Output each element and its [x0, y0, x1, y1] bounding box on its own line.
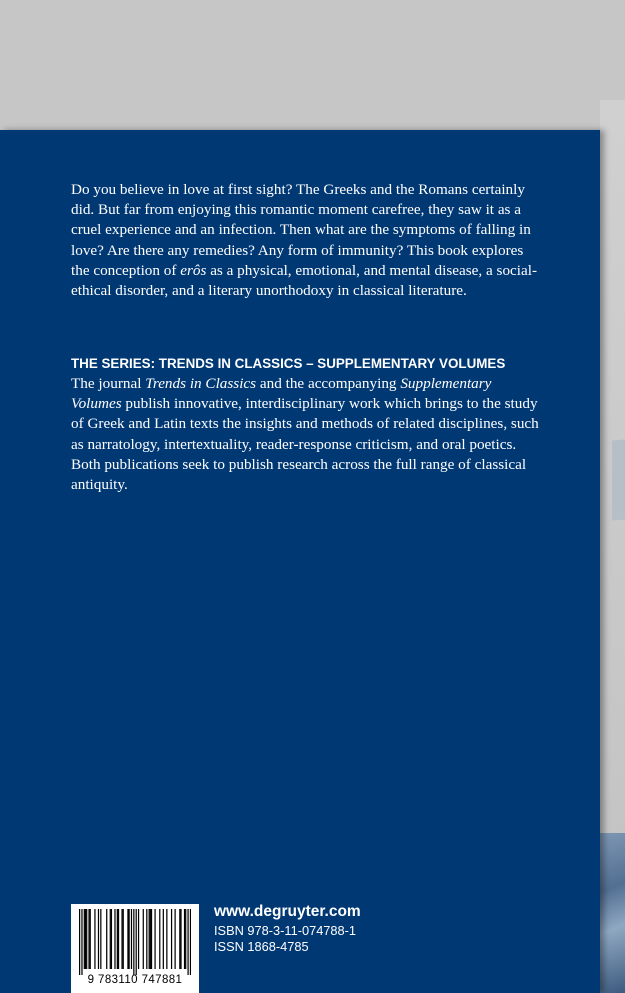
barcode-bars — [79, 909, 191, 975]
barcode-bar — [184, 909, 185, 969]
isbn-number: ISBN 978-3-11-074788-1 — [214, 923, 357, 938]
barcode-bar — [79, 909, 80, 975]
paper-sheet-edge — [612, 440, 625, 521]
barcode-bar — [121, 909, 122, 969]
barcode-bar — [151, 909, 152, 969]
series-heading: THE SERIES: TRENDS IN CLASSICS – SUPPLEMENTARY VOLUMES — [71, 356, 506, 371]
blurb-text-1: Do you believe in love at first sight? The Greeks and the Romans certainly did. But far from enjoying this romantic moment carefree, they saw it as a cruel experience and an infection. Then what are the symptoms of falling in love? Are there any remedies? Any form of immunity? This book explores the conception of — [71, 181, 531, 279]
barcode-bar — [111, 909, 112, 969]
barcode-bar — [179, 909, 180, 969]
barcode-bar — [110, 909, 111, 969]
barcode-bar — [114, 909, 115, 969]
barcode-bar — [81, 909, 82, 975]
barcode-bar — [133, 909, 134, 975]
barcode-bar — [159, 909, 160, 969]
barcode-bar — [154, 909, 155, 969]
barcode-bar — [171, 909, 172, 969]
barcode-bar — [117, 909, 118, 969]
barcode-bar — [100, 909, 101, 969]
barcode-bar — [118, 909, 119, 969]
book-blurb — [71, 180, 541, 301]
barcode-bar — [150, 909, 151, 969]
barcode-bar — [86, 909, 87, 969]
photo-strip — [598, 833, 625, 993]
barcode-bar — [129, 909, 130, 969]
issn-number: ISSN 1868-4785 — [214, 939, 309, 954]
barcode-bar — [127, 909, 128, 969]
barcode-bar — [166, 909, 167, 969]
barcode-bar — [90, 909, 91, 969]
barcode-bar — [180, 909, 181, 969]
blurb-text-2: as a physical, emotional, and mental disease, a social-ethical disorder, and a literary unorthodoxy in classical literature. — [71, 261, 538, 300]
barcode-bar — [185, 909, 186, 969]
barcode-bar — [149, 909, 150, 969]
publisher-url[interactable]: www.degruyter.com — [214, 903, 361, 920]
barcode-bar — [84, 909, 85, 969]
barcode-bar — [131, 909, 132, 969]
barcode-digits: 9 783110 747881 — [87, 974, 183, 986]
barcode-bar — [190, 909, 191, 975]
series-text-1: The journal — [71, 375, 146, 392]
blurb-italic-eros: erôs — [180, 261, 207, 279]
isbn-barcode — [71, 904, 199, 993]
series-italic-volumes: Supplementary Volumes — [71, 375, 492, 413]
barcode-bar — [143, 909, 144, 969]
barcode-bar — [174, 909, 175, 969]
barcode-bar — [94, 909, 95, 969]
barcode-bar — [136, 909, 137, 975]
series-text-2: and the accompanying — [256, 375, 401, 392]
series-text-3: publish innovative, interdisciplinary work which brings to the study of Greek and Latin texts the insights and methods of related disciplines, such as narratology, intertextuality, reader-response criticism, and oral poetics. Both publications seek to publish research across the full range of classical antiquity. — [71, 395, 539, 494]
barcode-bar — [187, 909, 188, 975]
book-back-cover — [0, 130, 600, 993]
barcode-bar — [138, 909, 139, 969]
barcode-bar — [85, 909, 86, 969]
barcode-bar — [146, 909, 147, 969]
barcode-bar — [98, 909, 99, 969]
barcode-bar — [123, 909, 124, 969]
series-italic-journal: Trends in Classics — [145, 375, 257, 392]
barcode-bar — [163, 909, 164, 969]
barcode-bar — [106, 909, 107, 969]
series-description — [71, 374, 541, 495]
barcode-bar — [88, 909, 89, 969]
gray-backdrop — [0, 0, 625, 130]
